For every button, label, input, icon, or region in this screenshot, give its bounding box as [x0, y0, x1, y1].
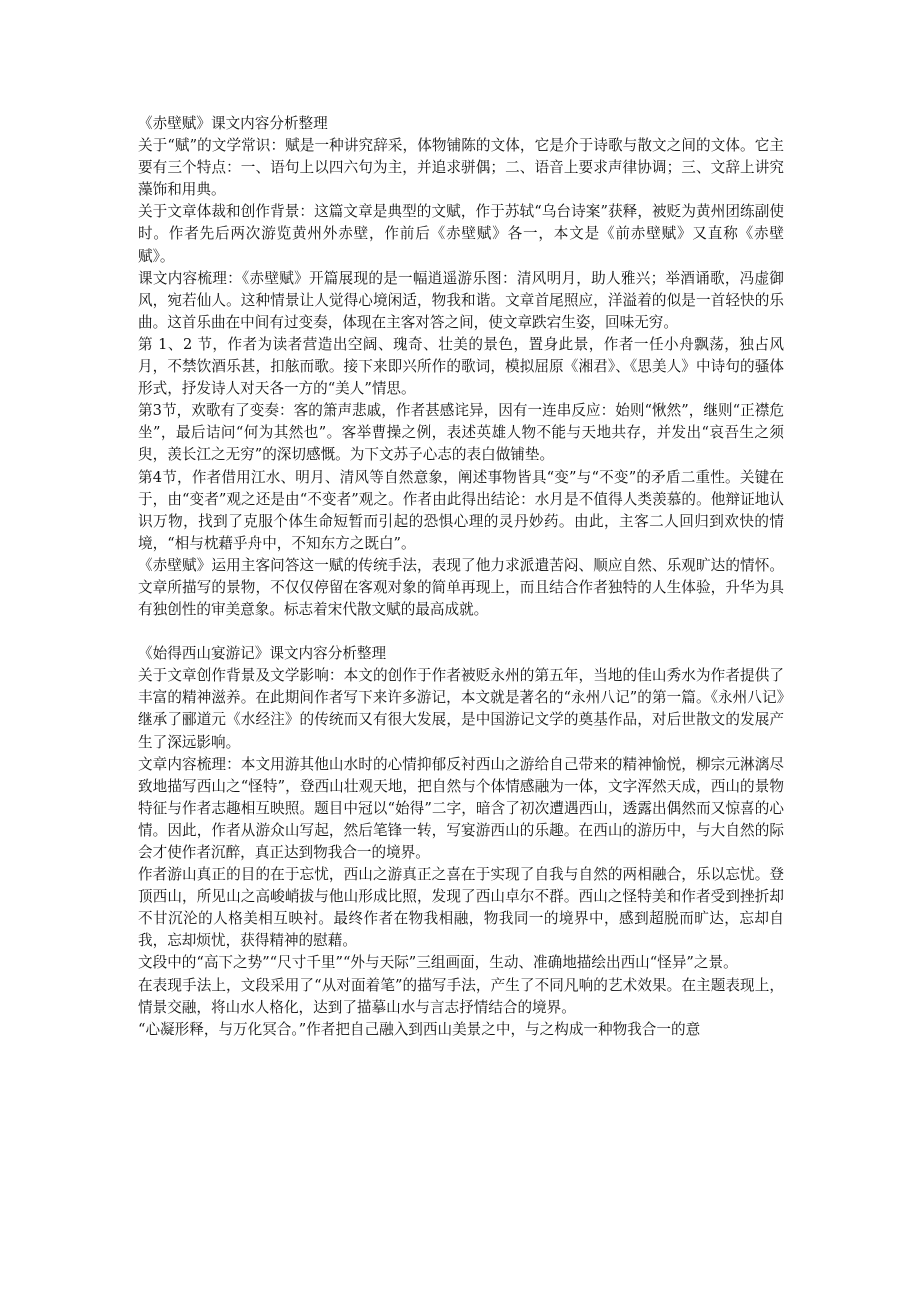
paragraph: 作者游山真正的目的在于忘忧，西山之游真正之喜在于实现了自我与自然的两相融合，乐以忘忧。登顶西山，所见山之高峻峭拔与他山形成比照，发现了西山卓尔不群。西山之怪特美和作者受到挫折却不甘沉沦的人格美相互映衬。最终作者在物我相融，物我同一的境界中，感到超脱而旷达，忘却自我，忘却烦忧，获得精神的慰藉。: [138, 866, 784, 950]
paragraph: “心凝形释，与万化冥合。”作者把自己融入到西山美景之中，与之构成一种物我合一的意: [138, 1020, 701, 1038]
paragraph: 文段中的“高下之势”“尺寸千里”“外与天际”三组画面，生动、准确地描绘出西山“怪异”之景。: [138, 954, 738, 972]
document-page: [138, 113, 784, 1041]
paragraph: 在表现手法上，文段采用了“从对面着笔”的描写手法，产生了不同凡响的艺术效果。在主题表现上，情景交融，将山水人格化，达到了描摹山水与言志抒情结合的境界。: [138, 976, 784, 1016]
paragraph: 课文内容梳理：《赤壁赋》开篇展现的是一幅逍遥游乐图：清风明月，助人雅兴；举酒诵歌，冯虚御风，宛若仙人。这种情景让人觉得心境闲适，物我和谐。文章首尾照应，洋溢着的似是一首轻快的乐曲。这首乐曲在中间有过变奏，体现在主客对答之间，使文章跌宕生姿，回味无穷。: [138, 269, 784, 331]
section-chibifu: [138, 113, 784, 621]
paragraph: 《赤壁赋》运用主客问答这一赋的传统手法，表现了他力求派遣苦闷、顺应自然、乐观旷达的情怀。文章所描写的景物，不仅仅停留在客观对象的简单再现上，而且结合作者独特的人生体验，升华为具有独创性的审美意象。标志着宋代散文赋的最高成就。: [138, 556, 784, 619]
paragraph: 关于文章创作背景及文学影响：本文的创作于作者被贬永州的第五年，当地的佳山秀水为作者提供了丰富的精神滋养。在此期间作者写下来许多游记，本文就是著名的“永州八记”的第一篇。《永州八记》继承了郦道元《水经注》的传统而又有很大发展，是中国游记文学的奠基作品，对后世散文的发展产生了深远影响。: [138, 667, 784, 751]
section-title: 《赤壁赋》课文内容分析整理: [138, 115, 328, 132]
paragraph: 第4节，作者借用江水、明月、清风等自然意象，阐述事物皆具“变”与“不变”的矛盾二重性。关键在于，由“变者”观之还是由“不变者”观之。作者由此得出结论：水月是不值得人类羡慕的。他辩证地认识万物，找到了克服个体生命短暂而引起的恐惧心理的灵丹妙药。由此，主客二人回归到欢快的情境，“相与枕藉乎舟中，不知东方之既白”。: [138, 468, 784, 552]
paragraph: 关于文章体裁和创作背景：这篇文章是典型的文赋，作于苏轼“乌台诗案”获释，被贬为黄州团练副使时。作者先后两次游览黄州外赤壁，作前后《赤壁赋》各一，本文是《前赤壁赋》又直称《赤壁赋》。: [138, 203, 784, 265]
paragraph: 关于“赋”的文学常识：赋是一种讲究辞采，体物铺陈的文体，它是介于诗歌与散文之间的文体。它主要有三个特点：一、语句上以四六句为主，并追求骈偶；二、语音上要求声律协调；三、文辞上讲究藻饰和用典。: [138, 137, 784, 199]
section-xishan: [138, 643, 784, 1041]
paragraph: 第3节，欢歌有了变奏：客的箫声悲戚，作者甚感诧异，因有一连串反应：始则“愀然”，继则“正襟危坐”，最后诘问“何为其然也”。客举曹操之例，表述英雄人物不能与天地共存，并发出“哀吾生之须臾，羡长江之无穷”的深切感慨。为下文苏子心志的表白做铺垫。: [138, 402, 784, 464]
section-spacer: [138, 621, 784, 643]
paragraph: 文章内容梳理：本文用游其他山水时的心情抑郁反衬西山之游给自己带来的精神愉悦，柳宗元淋漓尽致地描写西山之“怪特”，登西山壮观天地，把自然与个体情感融为一体，文字浑然天成，西山的景物特征与作者志趣相互映照。题目中冠以“始得”二字，暗含了初次遭遇西山，透露出偶然而又惊喜的心情。因此，作者从游众山写起，然后笔锋一转，写宴游西山的乐趣。在西山的游历中，与大自然的际会才使作者沉醉，真正达到物我合一的境界。: [138, 755, 784, 861]
section-title: 《始得西山宴游记》课文内容分析整理: [138, 645, 387, 663]
paragraph: 第 1、2 节，作者为读者营造出空阔、瑰奇、壮美的景色，置身此景，作者一任小舟飘荡，独占风月，不禁饮酒乐甚，扣舷而歌。接下来即兴所作的歌词，模拟屈原《湘君》、《思美人》中诗句的骚体形式，抒发诗人对天各一方的“美人”情思。: [138, 335, 784, 398]
